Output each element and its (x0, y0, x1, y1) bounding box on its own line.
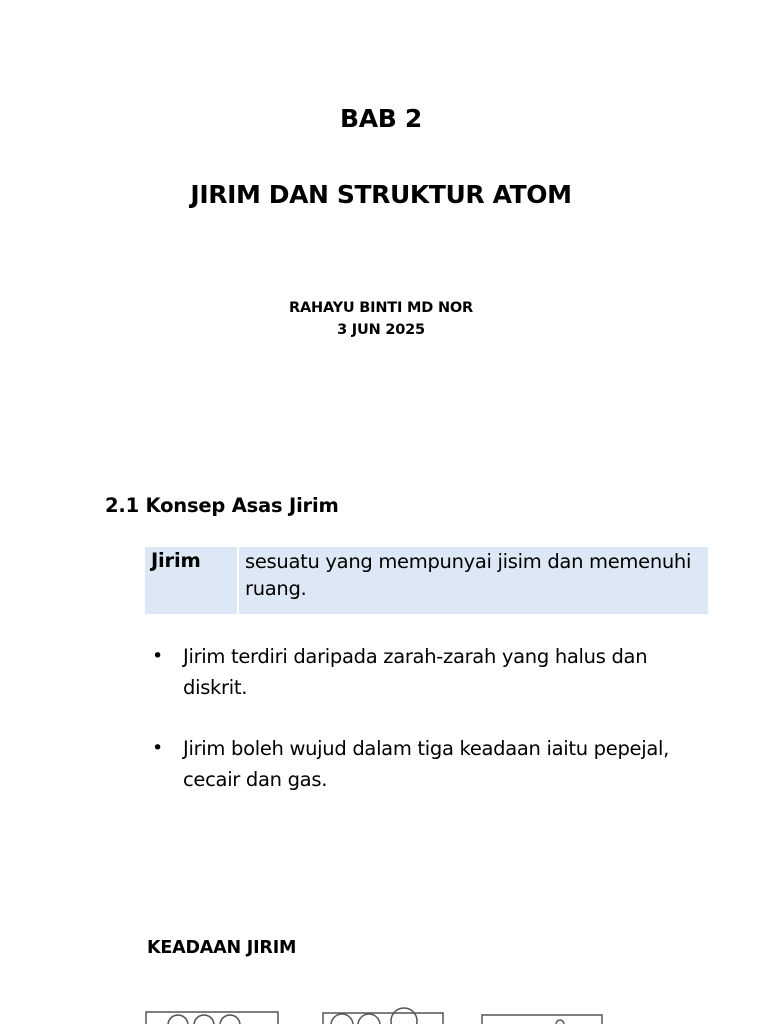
bullet-text: Jirim terdiri daripada zarah-zarah yang halus dan diskrit. (183, 645, 648, 699)
author-block (0, 297, 762, 341)
definition-term: Jirim (145, 547, 237, 614)
bullet-icon: • (152, 737, 163, 759)
chapter-heading: BAB 2 (339, 104, 423, 133)
solid-diagram (146, 1012, 278, 1024)
definition-description: sesuatu yang mempunyai jisim dan memenuhi ruang. (239, 547, 708, 614)
author-name: RAHAYU BINTI MD NOR (289, 300, 473, 316)
gas-diagram (482, 1015, 602, 1024)
section-heading: 2.1 Konsep Asas Jirim (105, 494, 339, 517)
list-item (152, 641, 712, 703)
list-item (152, 733, 712, 795)
chapter-title: JIRIM DAN STRUKTUR ATOM (190, 180, 572, 209)
document-date: 3 JUN 2025 (337, 322, 425, 338)
definition-table (145, 547, 708, 614)
bullet-list (152, 641, 712, 795)
bullet-icon: • (152, 645, 163, 667)
states-heading: KEADAAN JIRIM (147, 938, 297, 958)
matter-states-diagram (140, 1003, 620, 1024)
bullet-text: Jirim boleh wujud dalam tiga keadaan iaitu pepejal, cecair dan gas. (183, 737, 670, 791)
liquid-diagram (323, 1008, 443, 1024)
